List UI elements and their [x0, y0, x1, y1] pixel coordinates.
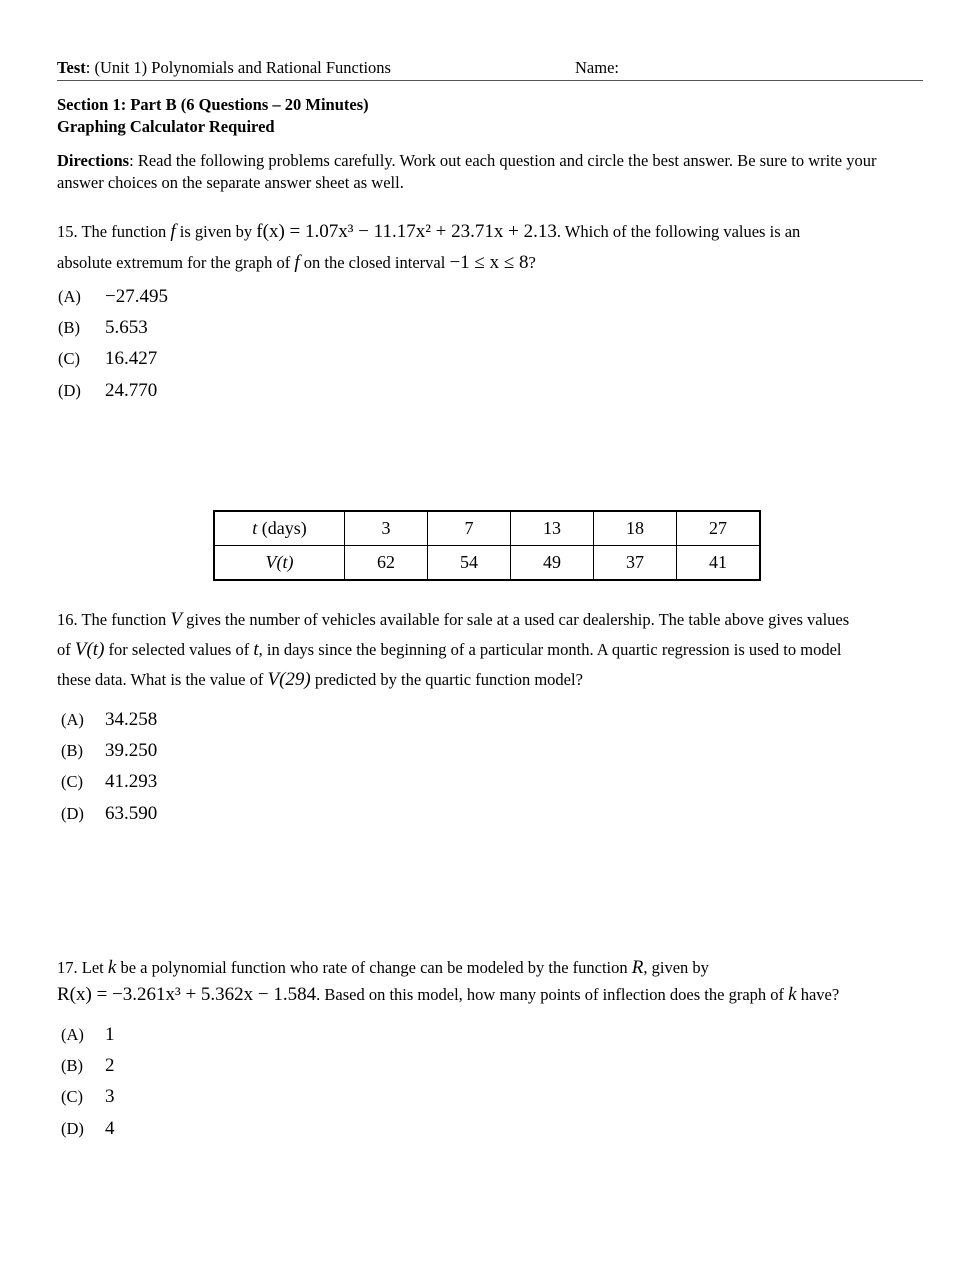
v-header-cell: V(t) — [214, 546, 345, 581]
q15-number: 15. — [57, 222, 78, 241]
table-row-t — [214, 511, 760, 546]
q15-option-c[interactable]: (C) 16.427 — [58, 348, 158, 369]
name-label: Name: — [575, 58, 619, 77]
q15-option-a[interactable]: (A) −27.495 — [58, 286, 168, 307]
table-cell: 37 — [594, 546, 677, 581]
q15-option-b[interactable]: (B) 5.653 — [58, 317, 148, 338]
section-title: Section 1: Part B (6 Questions – 20 Minutes) — [57, 95, 369, 114]
q15-interval: −1 ≤ x ≤ 8 — [449, 252, 529, 273]
table-cell: 27 — [677, 511, 761, 546]
q17-option-a[interactable]: (A) 1 — [61, 1024, 115, 1045]
q17-formula: R(x) = −3.261x³ + 5.362x − 1.584 — [57, 984, 317, 1005]
question-16: 16. The function V gives the number of vehicles available for sale at a used car dealership. The table above gives values of V(t) for selected values of t, in days since the beginning of a particular month. A quartic regression is used to model these data. What is the value of V(29) predicted by the quartic function model? — [57, 609, 850, 690]
q16-number: 16. — [57, 610, 78, 629]
q16-option-b[interactable]: (B) 39.250 — [61, 740, 158, 761]
table-row-v — [214, 546, 760, 581]
question-15: 15. The function f is given by f(x) = 1.07x³ − 11.17x² + 23.71x + 2.13. Which of the following values is an absolute extremum for the graph of f on the closed interval −1 ≤ x ≤ 8? — [57, 221, 801, 273]
test-label: Test — [57, 58, 86, 77]
section-subtitle: Graphing Calculator Required — [57, 117, 275, 136]
q17-option-b[interactable]: (B) 2 — [61, 1055, 115, 1076]
table-cell: 41 — [677, 546, 761, 581]
q16-option-d[interactable]: (D) 63.590 — [61, 803, 158, 824]
page-header — [57, 58, 923, 81]
q17-option-c[interactable]: (C) 3 — [61, 1086, 115, 1107]
t-header-cell: t (days) — [214, 511, 345, 546]
table-cell: 13 — [511, 511, 594, 546]
q16-option-c[interactable]: (C) 41.293 — [61, 771, 158, 792]
q15-option-d[interactable]: (D) 24.770 — [58, 380, 158, 401]
q16-option-a[interactable]: (A) 34.258 — [61, 709, 158, 730]
question-17: 17. Let k be a polynomial function who rate of change can be modeled by the function R, given by R(x) = −3.261x³ + 5.362x − 1.584. Based on this model, how many points of inflection does the graph of k have? — [57, 957, 840, 1005]
directions-label: Directions — [57, 151, 130, 170]
directions — [57, 150, 927, 194]
data-table — [213, 510, 761, 581]
table-cell: 49 — [511, 546, 594, 581]
table-cell: 62 — [345, 546, 428, 581]
table-cell: 3 — [345, 511, 428, 546]
q15-formula: f(x) = 1.07x³ − 11.17x² + 23.71x + 2.13 — [256, 221, 557, 242]
q17-option-d[interactable]: (D) 4 — [61, 1118, 115, 1139]
table-cell: 54 — [428, 546, 511, 581]
table-cell: 18 — [594, 511, 677, 546]
directions-text: : Read the following problems carefully. Work out each question and circle the best answer. Be sure to write your answer choices on the separate answer sheet as well. — [57, 151, 877, 192]
table-cell: 7 — [428, 511, 511, 546]
test-title: : (Unit 1) Polynomials and Rational Functions — [85, 58, 391, 77]
q17-number: 17. — [57, 958, 78, 977]
